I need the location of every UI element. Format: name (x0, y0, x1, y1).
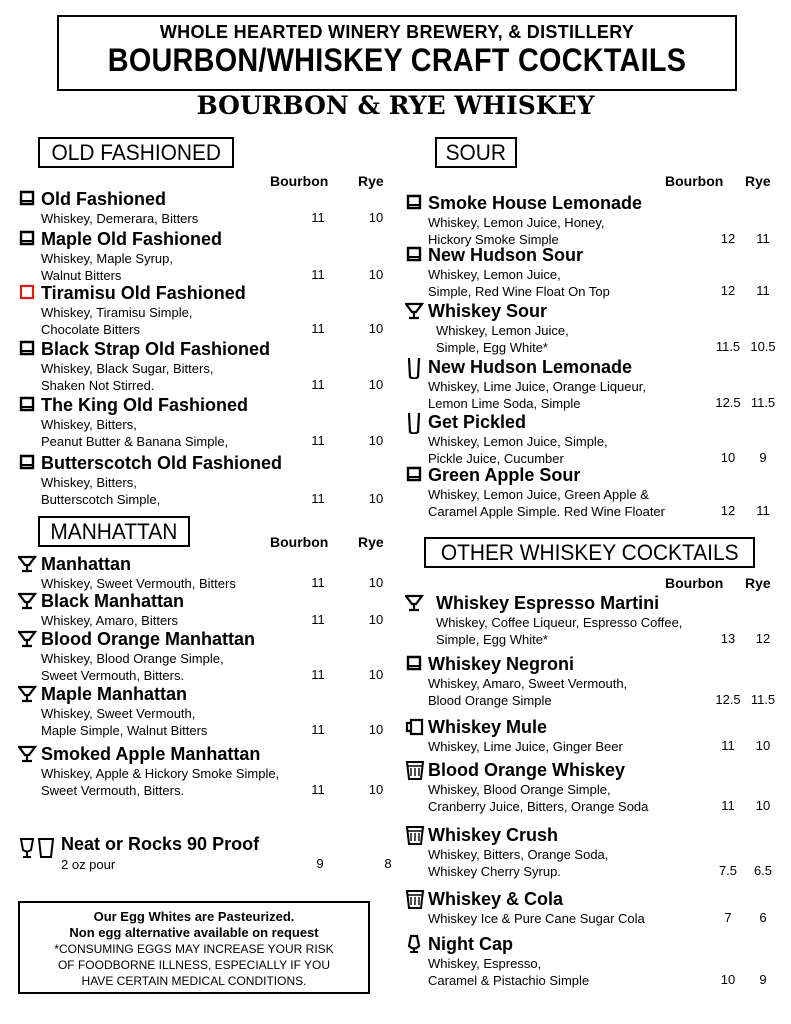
highball-glass-icon (405, 825, 425, 847)
item-name: Old Fashioned (41, 189, 167, 209)
section-title-old-fashioned: OLD FASHIONED (38, 137, 234, 168)
price-bourbon: 7.5 (718, 863, 738, 878)
price-bourbon: 11 (311, 491, 325, 506)
col-head-bourbon: Bourbon (665, 173, 724, 189)
price-bourbon: 10 (720, 450, 736, 465)
item-name: Blood Orange Whiskey (428, 760, 626, 780)
rocks-glass-icon (405, 654, 425, 676)
price-bourbon: 12 (720, 283, 736, 298)
price-bourbon: 7 (724, 910, 732, 925)
section-title-other: OTHER WHISKEY COCKTAILS (424, 537, 755, 568)
item-desc: Sweet Vermouth, Bitters. (41, 783, 185, 798)
item-desc: Caramel Apple Simple. Red Wine Floater (428, 504, 665, 519)
coupe-glass-icon (405, 593, 425, 615)
price-bourbon: 12.5 (715, 395, 741, 410)
item-desc: Simple, Red Wine Float On Top (428, 284, 610, 299)
price-rye: 6 (759, 910, 767, 925)
item-desc: Whiskey, Maple Syrup, (41, 251, 173, 266)
item-desc: Cranberry Juice, Bitters, Orange Soda (428, 799, 649, 814)
tall-glass-icon (405, 357, 425, 379)
section-title-sour: SOUR (435, 137, 517, 168)
item-name: Smoked Apple Manhattan (41, 744, 261, 764)
rocks-glass-icon (18, 453, 38, 475)
price-rye: 10 (368, 377, 384, 392)
item-desc: Whiskey, Lime Juice, Ginger Beer (428, 739, 623, 754)
item-name: Get Pickled (428, 412, 527, 432)
section-title-manhattan: MANHATTAN (38, 516, 190, 547)
note-line: *CONSUMING EGGS MAY INCREASE YOUR RISK (54, 942, 334, 956)
price-rye: 10 (755, 738, 771, 753)
neat-glasses-icon (18, 836, 56, 860)
price-rye: 10 (368, 612, 384, 627)
item-name: The King Old Fashioned (41, 395, 248, 415)
item-desc: Sweet Vermouth, Bitters. (41, 668, 185, 683)
item-name: Maple Manhattan (41, 684, 188, 704)
snifter-glass-icon (405, 934, 425, 956)
item-desc: Whiskey, Amaro, Bitters (41, 613, 179, 628)
rocks-glass-icon (18, 395, 38, 417)
highball-glass-icon (405, 760, 425, 782)
price-rye: 11 (756, 231, 770, 246)
item-name: Black Strap Old Fashioned (41, 339, 271, 359)
item-desc: Peanut Butter & Banana Simple, (41, 434, 229, 449)
price-bourbon: 11 (311, 667, 325, 682)
item-name: Neat or Rocks 90 Proof (61, 834, 260, 854)
item-desc: Whiskey, Espresso, (428, 956, 542, 971)
item-desc: Shaken Not Stirred. (41, 378, 155, 393)
price-rye: 11.5 (750, 692, 776, 707)
price-rye: 6.5 (753, 863, 773, 878)
price-bourbon: 13 (720, 631, 736, 646)
item-desc: Whiskey, Lemon Juice, Green Apple & (428, 487, 649, 502)
col-head-rye: Rye (745, 575, 771, 591)
price-bourbon: 11 (311, 433, 325, 448)
price-rye: 10 (368, 722, 384, 737)
price-rye: 9 (759, 972, 767, 987)
item-desc: Whiskey, Tiramisu Simple, (41, 305, 193, 320)
rocks-glass-icon (18, 339, 38, 361)
coupe-glass-icon (18, 554, 38, 576)
item-desc: Whiskey, Demerara, Bitters (41, 211, 199, 226)
item-name: Night Cap (428, 934, 513, 954)
item-desc: Whiskey, Sweet Vermouth, Bitters (41, 576, 236, 591)
price-rye: 10 (368, 210, 384, 225)
rocks-glass-icon (18, 229, 38, 251)
item-desc: Whiskey, Amaro, Sweet Vermouth, (428, 676, 628, 691)
item-desc: Pickle Juice, Cucumber (428, 451, 564, 466)
header-top: WHOLE HEARTED WINERY BREWERY, & DISTILLERY (159, 22, 635, 42)
price-rye: 10 (368, 321, 384, 336)
price-bourbon: 11 (311, 782, 325, 797)
price-rye: 10 (368, 575, 384, 590)
price-bourbon: 11 (311, 210, 325, 225)
price-bourbon: 12 (720, 503, 736, 518)
item-name: New Hudson Lemonade (428, 357, 633, 377)
item-name: Whiskey Espresso Martini (436, 593, 660, 613)
item-desc: Whiskey, Black Sugar, Bitters, (41, 361, 214, 376)
col-head-rye: Rye (745, 173, 771, 189)
price-bourbon: 11 (311, 722, 325, 737)
coupe-glass-icon (18, 629, 38, 651)
item-desc: Whiskey Cherry Syrup. (428, 864, 561, 879)
item-desc: Whiskey, Sweet Vermouth, (41, 706, 196, 721)
col-head-bourbon: Bourbon (270, 534, 329, 550)
price-rye: 11.5 (750, 395, 776, 410)
item-desc: Whiskey, Blood Orange Simple, (41, 651, 224, 666)
item-desc: Blood Orange Simple (428, 693, 552, 708)
item-desc: 2 oz pour (61, 857, 116, 872)
price-rye: 8 (384, 856, 392, 871)
item-name: Whiskey Sour (428, 301, 548, 321)
rocks-glass-icon (405, 193, 425, 215)
item-name: Whiskey Mule (428, 717, 548, 737)
item-desc: Hickory Smoke Simple (428, 232, 559, 247)
price-rye: 11 (756, 503, 770, 518)
item-desc: Whiskey, Lime Juice, Orange Liqueur, (428, 379, 646, 394)
price-bourbon: 11 (311, 321, 325, 336)
rocks-glass-icon (405, 465, 425, 487)
item-name: Blood Orange Manhattan (41, 629, 256, 649)
price-bourbon: 9 (316, 856, 324, 871)
price-rye: 10 (368, 433, 384, 448)
item-name: Whiskey & Cola (428, 889, 564, 909)
note-line: Non egg alternative available on request (69, 925, 319, 940)
item-desc: Whiskey, Apple & Hickory Smoke Simple, (41, 766, 280, 781)
item-desc: Whiskey, Lemon Juice, (436, 323, 569, 338)
item-desc: Lemon Lime Soda, Simple (428, 396, 581, 411)
item-name: Black Manhattan (41, 591, 185, 611)
col-head-bourbon: Bourbon (665, 575, 724, 591)
header-box (57, 15, 737, 91)
item-desc: Whiskey, Coffee Liqueur, Espresso Coffee, (436, 615, 683, 630)
rocks-glass-icon (18, 283, 38, 305)
coupe-glass-icon (18, 744, 38, 766)
item-desc: Whiskey, Bitters, (41, 475, 137, 490)
price-rye: 10 (368, 491, 384, 506)
item-desc: Whiskey, Lemon Juice, Simple, (428, 434, 608, 449)
col-head-rye: Rye (358, 534, 384, 550)
price-bourbon: 10 (720, 972, 736, 987)
item-desc: Butterscotch Simple, (41, 492, 161, 507)
item-desc: Whiskey, Lemon Juice, (428, 267, 561, 282)
item-desc: Maple Simple, Walnut Bitters (41, 723, 208, 738)
item-name: Whiskey Crush (428, 825, 559, 845)
tall-glass-icon (405, 412, 425, 434)
item-desc: Simple, Egg White* (436, 632, 548, 647)
item-name: Whiskey Negroni (428, 654, 575, 674)
price-bourbon: 11.5 (715, 339, 741, 354)
item-name: New Hudson Sour (428, 245, 584, 265)
egg-notice (18, 901, 370, 994)
item-desc: Simple, Egg White* (436, 340, 548, 355)
item-desc: Whiskey Ice & Pure Cane Sugar Cola (428, 911, 645, 926)
price-bourbon: 11 (311, 267, 325, 282)
price-rye: 10.5 (750, 339, 776, 354)
coupe-glass-icon (405, 301, 425, 323)
price-rye: 11 (756, 283, 770, 298)
col-head-rye: Rye (358, 173, 384, 189)
mug-icon (405, 717, 425, 739)
price-bourbon: 12 (720, 231, 736, 246)
price-rye: 12 (755, 631, 771, 646)
item-name: Butterscotch Old Fashioned (41, 453, 283, 473)
item-desc: Chocolate Bitters (41, 322, 140, 337)
price-bourbon: 12.5 (715, 692, 741, 707)
price-rye: 10 (368, 267, 384, 282)
col-head-bourbon: Bourbon (270, 173, 329, 189)
item-name: Tiramisu Old Fashioned (41, 283, 246, 303)
price-rye: 10 (368, 782, 384, 797)
item-desc: Caramel & Pistachio Simple (428, 973, 590, 988)
item-desc: Walnut Bitters (41, 268, 122, 283)
coupe-glass-icon (18, 684, 38, 706)
price-bourbon: 11 (311, 377, 325, 392)
note-line: Our Egg Whites are Pasteurized. (93, 909, 295, 924)
coupe-glass-icon (18, 591, 38, 613)
price-bourbon: 11 (311, 575, 325, 590)
item-name: Green Apple Sour (428, 465, 581, 485)
page-title: BOURBON/WHISKEY CRAFT COCKTAILS (107, 42, 687, 78)
item-desc: Whiskey, Blood Orange Simple, (428, 782, 611, 797)
item-desc: Whiskey, Bitters, Orange Soda, (428, 847, 609, 862)
item-name: Maple Old Fashioned (41, 229, 223, 249)
rocks-glass-icon (405, 245, 425, 267)
rocks-glass-icon (18, 189, 38, 211)
item-name: Smoke House Lemonade (428, 193, 643, 213)
highball-glass-icon (405, 889, 425, 911)
price-rye: 10 (755, 798, 771, 813)
price-bourbon: 11 (721, 738, 735, 753)
item-desc: Whiskey, Lemon Juice, Honey, (428, 215, 605, 230)
price-rye: 10 (368, 667, 384, 682)
price-bourbon: 11 (311, 612, 325, 627)
note-line: HAVE CERTAIN MEDICAL CONDITIONS. (81, 974, 307, 988)
item-desc: Whiskey, Bitters, (41, 417, 137, 432)
note-line: OF FOODBORNE ILLNESS, ESPECIALLY IF YOU (57, 958, 331, 972)
price-rye: 9 (759, 450, 767, 465)
item-name: Manhattan (41, 554, 131, 574)
price-bourbon: 11 (721, 798, 735, 813)
subtitle: BOURBON & RYE WHISKEY (196, 91, 595, 120)
